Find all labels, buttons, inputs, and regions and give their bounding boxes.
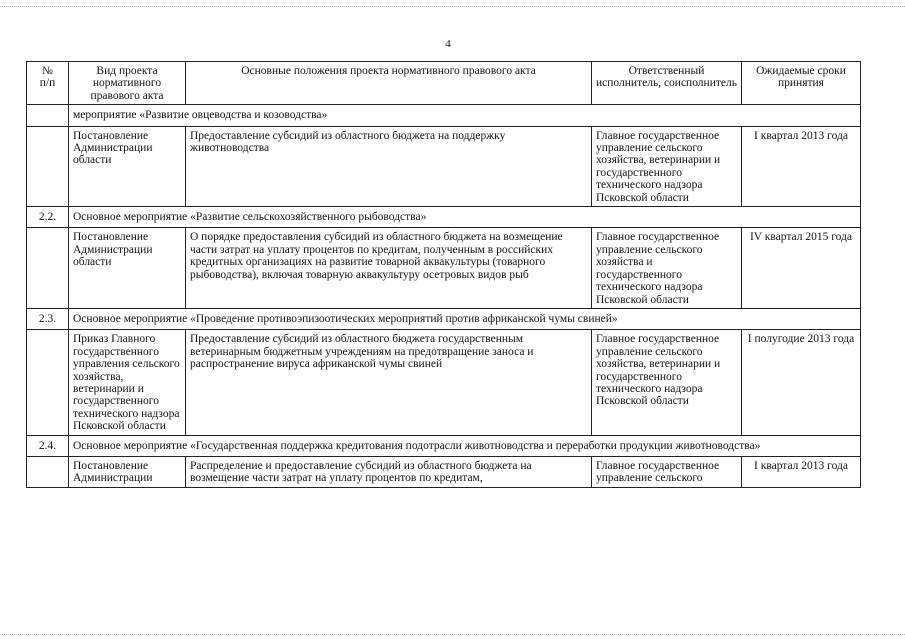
deadline-cell: I квартал 2013 года	[742, 456, 861, 487]
row-number-cell	[27, 330, 69, 435]
section-title: мероприятие «Развитие овцеводства и козоводства»	[69, 105, 861, 126]
act-type-cell: Постановление Администрации области	[69, 228, 186, 308]
row-number-cell	[27, 456, 69, 487]
page-number: 4	[445, 38, 451, 50]
table-header-row	[27, 62, 861, 105]
section-title: Основное мероприятие «Государственная поддержка кредитования подотрасли животноводства и переработки продукции животноводства»	[69, 435, 861, 456]
scan-bottom-edge	[0, 634, 905, 635]
provisions-cell: Предоставление субсидий из областного бюджета государственным ветеринарным бюджетным учреждениям на предотвращение заноса и распространение вируса африканской чумы свиней	[186, 330, 592, 435]
header-number: № п/п	[27, 62, 69, 105]
section-number: 2.2.	[27, 207, 69, 228]
section-number: 2.3.	[27, 308, 69, 329]
header-act-type: Вид проекта нормативного правового акта	[69, 62, 186, 105]
header-deadline: Ожидаемые сроки принятия	[742, 62, 861, 105]
act-type-cell: Приказ Главного государственного управления сельского хозяйства, ветеринарии и государственного технического надзора Псковской области	[69, 330, 186, 435]
executor-cell: Главное государственное управление сельского	[592, 456, 742, 487]
act-type-cell: Постановление Администрации области	[69, 126, 186, 206]
deadline-cell: IV квартал 2015 года	[742, 228, 861, 308]
deadline-cell: I полугодие 2013 года	[742, 330, 861, 435]
section-row	[27, 105, 861, 126]
section-title: Основное мероприятие «Развитие сельскохозяйственного рыбоводства»	[69, 207, 861, 228]
row-number-cell	[27, 228, 69, 308]
deadline-cell: I квартал 2013 года	[742, 126, 861, 206]
section-row	[27, 435, 861, 456]
provisions-cell: О порядке предоставления субсидий из областного бюджета на возмещение части затрат на уплату процентов по кредитам, полученным в российских кредитных организациях на развитие товарной аквакультуры (товарного рыбоводства), включая товарную аквакультуру осетровых видов рыб	[186, 228, 592, 308]
executor-cell: Главное государственное управление сельского хозяйства, ветеринарии и государственного технического надзора Псковской области	[592, 126, 742, 206]
section-number: 2.4.	[27, 435, 69, 456]
section-row	[27, 308, 861, 329]
executor-cell: Главное государственное управление сельского хозяйства и государственного технического надзора Псковской области	[592, 228, 742, 308]
table-row	[27, 228, 861, 308]
provisions-cell: Распределение и предоставление субсидий из областного бюджета на возмещение части затрат на уплату процентов по кредитам,	[186, 456, 592, 487]
section-row	[27, 207, 861, 228]
section-number	[27, 105, 69, 126]
header-provisions: Основные положения проекта нормативного правового акта	[186, 62, 592, 105]
regulatory-acts-table	[26, 61, 861, 488]
header-executor: Ответственный исполнитель, соисполнитель	[592, 62, 742, 105]
table-row	[27, 330, 861, 435]
section-title: Основное мероприятие «Проведение противоэпизоотических мероприятий против африканской чумы свиней»	[69, 308, 861, 329]
table-row	[27, 126, 861, 206]
table-row	[27, 456, 861, 487]
act-type-cell: Постановление Администрации	[69, 456, 186, 487]
provisions-cell: Предоставление субсидий из областного бюджета на поддержку животноводства	[186, 126, 592, 206]
scan-top-edge	[0, 6, 905, 7]
row-number-cell	[27, 126, 69, 206]
executor-cell: Главное государственное управление сельского хозяйства, ветеринарии и государственного технического надзора Псковской области	[592, 330, 742, 435]
